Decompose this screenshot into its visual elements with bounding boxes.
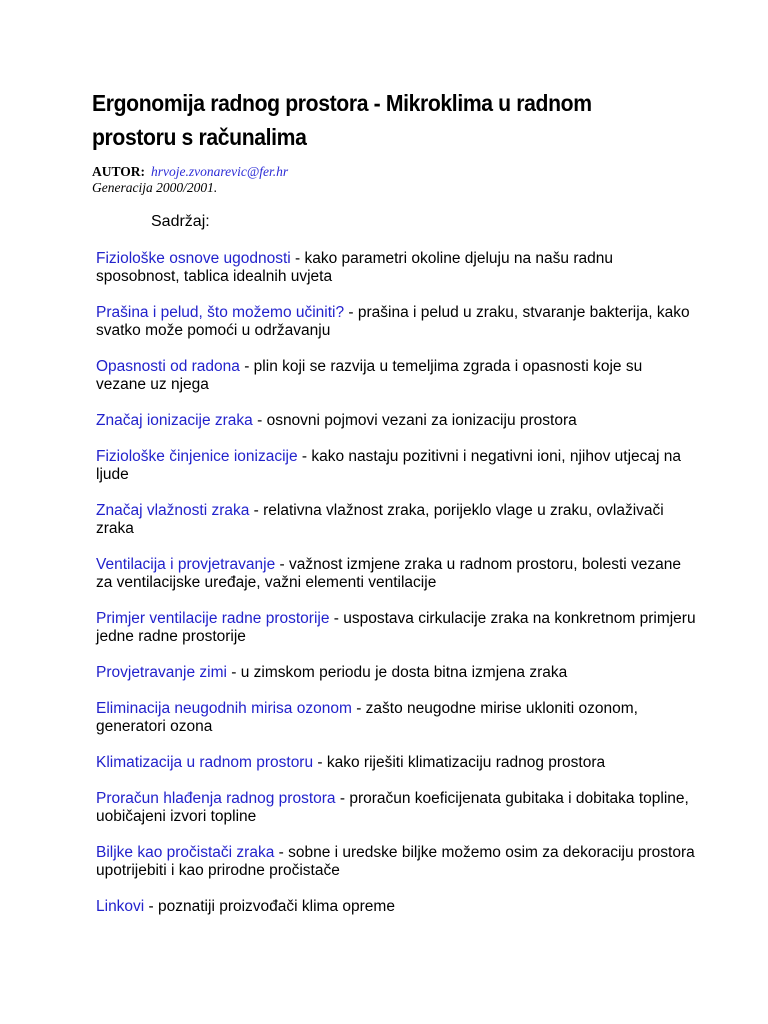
- toc-item: [96, 502, 696, 538]
- toc-list: [96, 250, 696, 934]
- toc-description: - kako nastaju pozitivni i negativni ioni, njihov utjecaj na ljude: [96, 448, 682, 483]
- toc-description: - uspostava cirkulacije zraka na konkretnom primjeru jedne radne prostorije: [96, 610, 696, 645]
- toc-link[interactable]: Fiziološke činjenice ionizacije: [96, 448, 298, 465]
- toc-item: [96, 358, 696, 394]
- toc-link[interactable]: Provjetravanje zimi: [96, 664, 227, 681]
- toc-description: - zašto neugodne mirise ukloniti ozonom, generatori ozona: [96, 700, 638, 735]
- toc-link[interactable]: Značaj ionizacije zraka: [96, 412, 253, 429]
- toc-description: - proračun koeficijenata gubitaka i dobitaka topline, uobičajeni izvori topline: [96, 790, 689, 825]
- toc-link[interactable]: Ventilacija i provjetravanje: [96, 556, 276, 573]
- toc-link[interactable]: Značaj vlažnosti zraka: [96, 502, 250, 519]
- toc-item: [96, 610, 696, 646]
- toc-item: [96, 304, 696, 340]
- toc-item: [96, 664, 696, 682]
- toc-item: [96, 700, 696, 736]
- toc-link[interactable]: Opasnosti od radona: [96, 358, 240, 375]
- toc-link[interactable]: Fiziološke osnove ugodnosti: [96, 250, 291, 267]
- toc-description: - u zimskom periodu je dosta bitna izmjena zraka: [226, 664, 568, 681]
- toc-description: - osnovni pojmovi vezani za ionizaciju prostora: [252, 412, 577, 429]
- toc-description: - plin koji se razvija u temeljima zgrada i opasnosti koje su vezane uz njega: [96, 358, 643, 393]
- toc-item: [96, 898, 696, 916]
- toc-link[interactable]: Klimatizacija u radnom prostoru: [96, 754, 314, 771]
- toc-heading: Sadržaj:: [151, 213, 210, 230]
- toc-link[interactable]: Prašina i pelud, što možemo učiniti?: [96, 304, 345, 321]
- author-email-link[interactable]: hrvoje.zvonarevic@fer.hr: [151, 164, 289, 179]
- toc-item: [96, 556, 696, 592]
- toc-description: - kako riješiti klimatizaciju radnog prostora: [313, 754, 606, 771]
- toc-description: - poznatiji proizvođači klima opreme: [144, 898, 395, 915]
- toc-item: [96, 790, 696, 826]
- toc-item: [96, 844, 696, 880]
- generation-text: Generacija 2000/2001.: [92, 180, 218, 195]
- toc-link[interactable]: Biljke kao pročistači zraka: [96, 844, 275, 861]
- toc-item: [96, 250, 696, 286]
- toc-link[interactable]: Eliminacija neugodnih mirisa ozonom: [96, 700, 352, 717]
- author-label: AUTOR:: [92, 164, 146, 179]
- toc-item: [96, 412, 696, 430]
- author-block: [92, 164, 288, 196]
- toc-link[interactable]: Proračun hlađenja radnog prostora: [96, 790, 336, 807]
- toc-description: - kako parametri okoline djeluju na našu radnu sposobnost, tablica idealnih uvjeta: [96, 250, 613, 285]
- toc-link[interactable]: Primjer ventilacije radne prostorije: [96, 610, 330, 627]
- toc-description: - važnost izmjene zraka u radnom prostoru, bolesti vezane za ventilacijske uređaje, važni elementi ventilacije: [96, 556, 681, 591]
- toc-description: - sobne i uredske biljke možemo osim za dekoraciju prostora upotrijebiti i kao prirodne pročistače: [96, 844, 695, 879]
- page-title: Ergonomija radnog prostora - Mikroklima u radnom prostoru s računalima: [92, 90, 592, 150]
- toc-item: [96, 448, 696, 484]
- toc-description: - relativna vlažnost zraka, porijeklo vlage u zraku, ovlaživači zraka: [96, 502, 664, 537]
- toc-link[interactable]: Linkovi: [96, 898, 145, 915]
- toc-item: [96, 754, 696, 772]
- toc-description: - prašina i pelud u zraku, stvaranje bakterija, kako svatko može pomoći u održavanju: [96, 304, 690, 339]
